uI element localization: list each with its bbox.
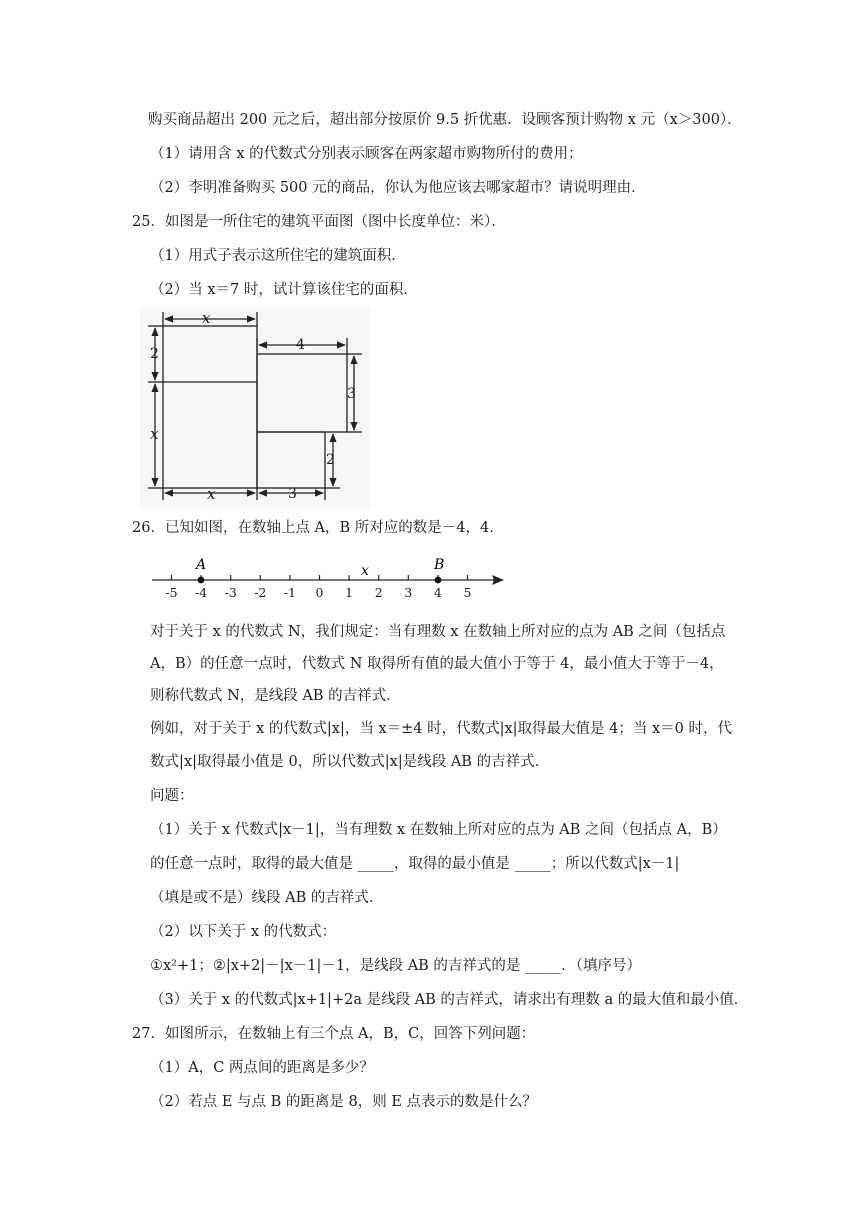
dim-left-2: 2 xyxy=(150,346,159,362)
q26-def3: 则称代数式 N，是线段 AB 的吉祥式． xyxy=(150,688,401,704)
q27-stem: 27．如图所示，在数轴上有三个点 A，B，C，回答下列问题： xyxy=(132,1026,536,1042)
q26-def1: 对于关于 x 的代数式 N，我们规定：当有理数 x 在数轴上所对应的点为 AB 之间（包括点 xyxy=(150,624,726,640)
q24-part1: （1）请用含 x 的代数式分别表示顾客在两家超市购物所付的费用； xyxy=(150,146,583,162)
number-line-tick-label: -4 xyxy=(195,585,208,600)
q27-part1: （1）A，C 两点间的距离是多少？ xyxy=(150,1060,374,1076)
dim-top-x: x xyxy=(202,309,211,327)
q26-part1-line2: 的任意一点时，取得的最大值是 _____，取得的最小值是 _____；所以代数式|x－1| xyxy=(150,856,680,872)
number-line-tick-label: 0 xyxy=(315,585,324,600)
number-line-tick-label: 2 xyxy=(374,585,383,600)
q26-stem: 26．已知如图，在数轴上点 A，B 所对应的数是－4，4． xyxy=(132,520,504,536)
dim-right-2: 2 xyxy=(326,452,335,468)
q26-ex2: 数式|x|取得最小值是 0，所以代数式|x|是线段 AB 的吉祥式． xyxy=(150,754,550,770)
point-b-dot xyxy=(435,577,442,584)
q27-part2: （2）若点 E 与点 B 的距离是 8，则 E 点表示的数是什么？ xyxy=(150,1094,538,1110)
q26-part2-line2: ①x²+1；②|x+2|－|x－1|－1，是线段 AB 的吉祥式的是 _____．（填序号） xyxy=(150,958,642,974)
number-line-tick-label: 1 xyxy=(345,585,354,600)
dim-bottom-x: x xyxy=(207,485,216,503)
q26-def2: A，B）的任意一点时，代数式 N 取得所有值的最大值小于等于 4，最小值大于等于－4， xyxy=(150,656,724,672)
q25-part1: （1）用式子表示这所住宅的建筑面积． xyxy=(150,248,406,264)
dim-right-3: 3 xyxy=(347,386,356,402)
q25-part2: （2）当 x＝7 时，试计算该住宅的面积． xyxy=(150,282,418,298)
number-line-tick-label: 5 xyxy=(463,585,472,600)
var-x-label: x xyxy=(361,563,369,579)
number-line-tick-label: -2 xyxy=(254,585,267,600)
q26-part1-line1: （1）关于 x 代数式|x－1|，当有理数 x 在数轴上所对应的点为 AB 之间（包括点 A，B） xyxy=(150,822,727,838)
q24-part2: （2）李明准备购买 500 元的商品，你认为他应该去哪家超市？请说明理由． xyxy=(150,180,646,196)
q24-line1: 购买商品超出 200 元之后，超出部分按原价 9.5 折优惠．设顾客预计购物 x 元（x＞300）． xyxy=(148,112,742,128)
q25-stem: 25．如图是一所住宅的建筑平面图（图中长度单位：米）． xyxy=(132,214,506,230)
q26-part1-line3: （填是或不是）线段 AB 的吉祥式． xyxy=(150,890,384,906)
q26-part2-line1: （2）以下关于 x 的代数式： xyxy=(150,924,337,940)
dim-bottom-3: 3 xyxy=(288,486,297,502)
floor-plan-figure xyxy=(140,308,370,508)
point-a-dot xyxy=(198,577,205,584)
number-line-tick-label: -3 xyxy=(224,585,237,600)
q26-ex1: 例如，对于关于 x 的代数式|x|，当 x＝±4 时，代数式|x|取得最大值是 4；当 x＝0 时，代 xyxy=(150,721,733,737)
dim-left-x: x xyxy=(150,425,159,443)
number-line-tick-label: 4 xyxy=(433,585,442,600)
number-line-tick-label: 3 xyxy=(404,585,413,600)
point-a-label: A xyxy=(196,557,207,573)
point-b-label: B xyxy=(434,557,445,573)
q26-part3: （3）关于 x 的代数式|x+1|+2a 是线段 AB 的吉祥式，请求出有理数 a 的最大值和最小值． xyxy=(150,992,749,1008)
dim-top-4: 4 xyxy=(296,337,305,353)
number-line-tick-label: -1 xyxy=(283,585,296,600)
number-line-figure xyxy=(148,552,508,604)
q26-question-label: 问题： xyxy=(150,788,194,804)
number-line-tick-label: -5 xyxy=(165,585,178,600)
